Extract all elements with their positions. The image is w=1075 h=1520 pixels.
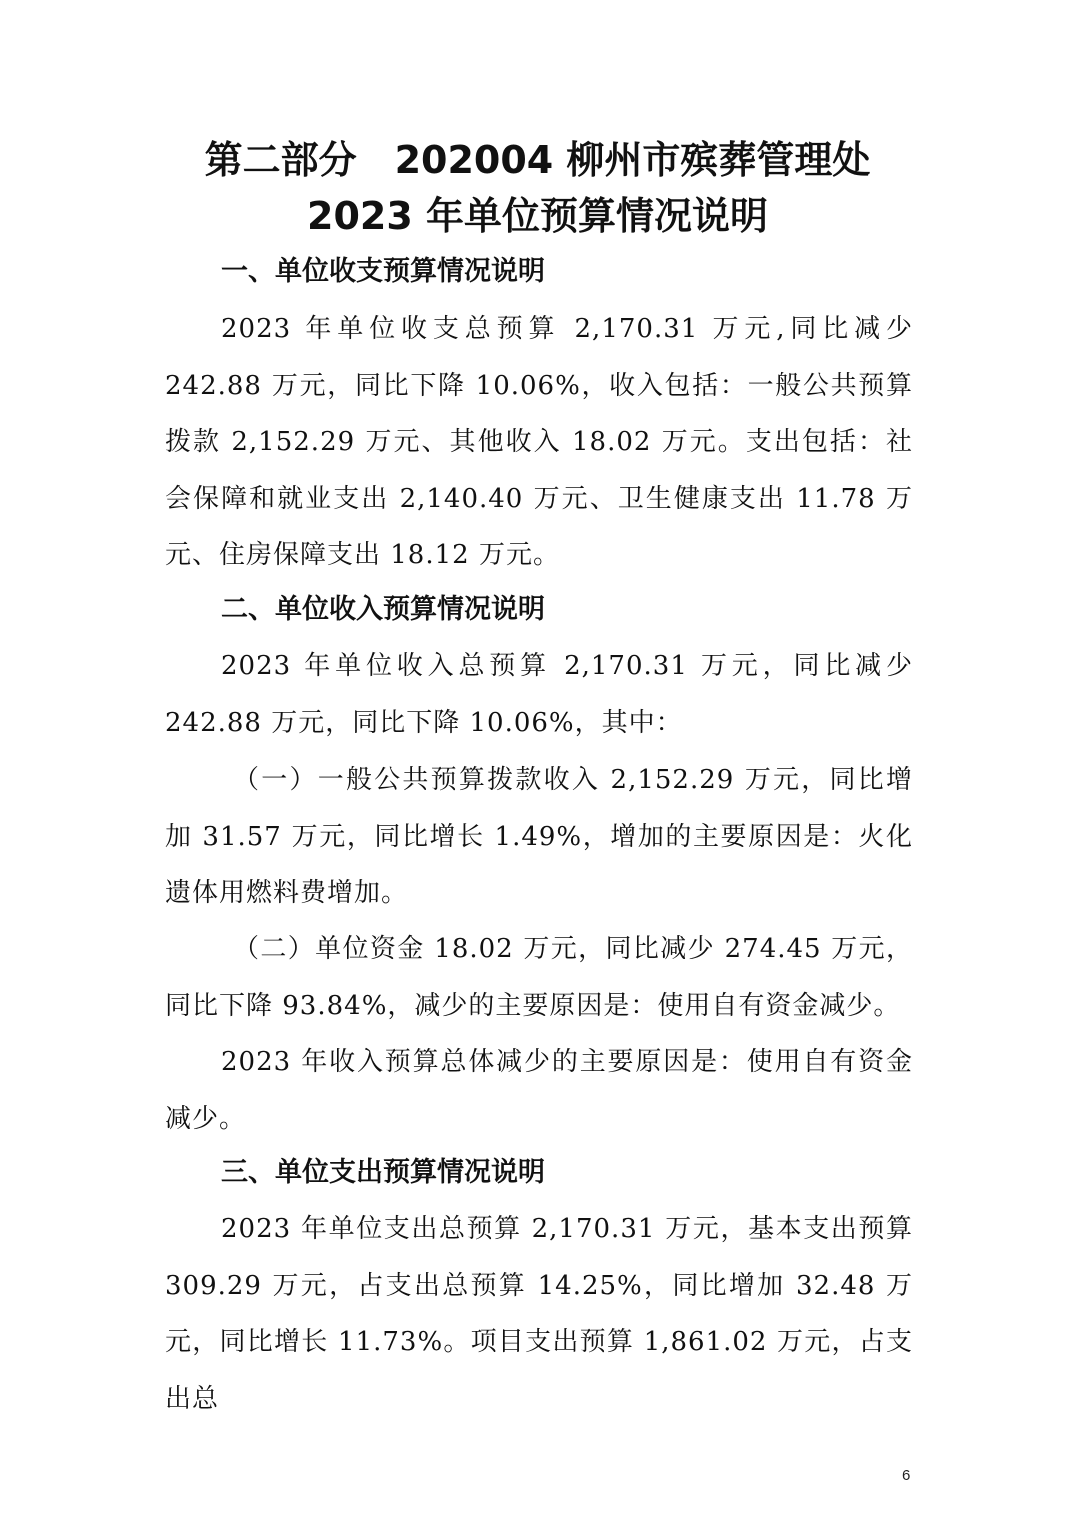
section-2-paragraph-3: （二）单位资金 18.02 万元，同比减少 274.45 万元，同比下降 93.84%，减少的主要原因是：使用自有资金减少。 bbox=[165, 934, 913, 1021]
section-2-paragraph-1: 2023 年单位收入总预算 2,170.31 万元，同比减少 242.88 万元，同比下降 10.06%，其中： bbox=[165, 651, 913, 738]
document-title-line-1: 第二部分 202004 柳州市殡葬管理处 bbox=[204, 138, 871, 182]
page-number: 6 bbox=[902, 1467, 911, 1484]
section-3-paragraph-1: 2023 年单位支出总预算 2,170.31 万元，基本支出预算 309.29 万元，占支出总预算 14.25%，同比增加 32.48 万元，同比增长 11.73%。项目支出预算 1,861.02 万元，占支出总 bbox=[165, 1214, 913, 1414]
document-title-line-2: 2023 年单位预算情况说明 bbox=[307, 194, 768, 238]
section-1-paragraph-1: 2023 年单位收支总预算 2,170.31 万元,同比减少 242.88 万元，同比下降 10.06%，收入包括：一般公共预算拨款 2,152.29 万元、其他收入 18.02 万元。支出包括：社会保障和就业支出 2,140.40 万元、卫生健康支出 11.78 万元、住房保障支出 18.12 万元。 bbox=[165, 314, 913, 570]
section-2-paragraph-2: （一）一般公共预算拨款收入 2,152.29 万元，同比增加 31.57 万元，同比增长 1.49%，增加的主要原因是：火化遗体用燃料费增加。 bbox=[165, 765, 913, 908]
section-heading-1: 一、单位收支预算情况说明 bbox=[221, 256, 545, 287]
section-heading-3: 三、单位支出预算情况说明 bbox=[221, 1157, 545, 1188]
section-2-paragraph-4: 2023 年收入预算总体减少的主要原因是：使用自有资金减少。 bbox=[165, 1047, 913, 1134]
section-heading-2: 二、单位收入预算情况说明 bbox=[221, 594, 545, 625]
